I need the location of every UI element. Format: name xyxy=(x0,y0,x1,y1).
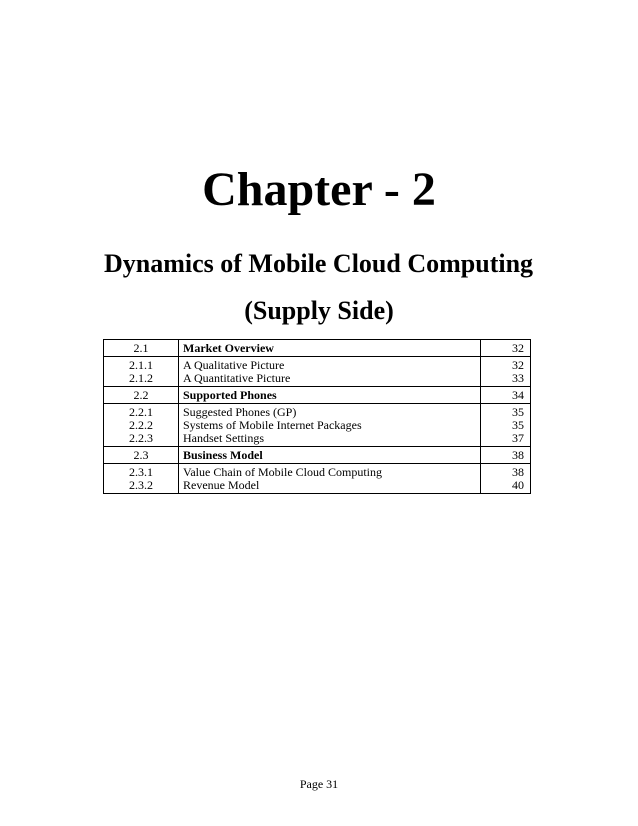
toc-item-title: A Quantitative Picture xyxy=(183,371,291,385)
toc-item-title: Suggested Phones (GP) xyxy=(183,405,297,419)
page-number: Page 31 xyxy=(299,777,339,791)
toc-item-number: 2.1.1 xyxy=(129,358,153,372)
toc-section-title: Supported Phones xyxy=(179,387,481,404)
toc-subsection-pages xyxy=(481,464,531,494)
toc-section-number: 2.1 xyxy=(104,340,179,357)
toc-row-section-heading xyxy=(104,387,531,404)
document-subtitle-supply-side: (Supply Side) xyxy=(244,296,394,325)
toc-subsection-titles xyxy=(179,404,481,447)
toc-item-title: Handset Settings xyxy=(183,431,264,445)
toc-item-page: 35 xyxy=(512,418,524,432)
toc-item-page: 33 xyxy=(512,371,524,385)
toc-item-title: Systems of Mobile Internet Packages xyxy=(183,418,362,432)
toc-subsection-titles xyxy=(179,357,481,387)
toc-subsection-titles xyxy=(179,464,481,494)
toc-row-subsections xyxy=(104,464,531,494)
toc-subsection-numbers xyxy=(104,404,179,447)
toc-section-page: 38 xyxy=(481,447,531,464)
toc-item-number: 2.2.1 xyxy=(129,405,153,419)
toc-section-page: 34 xyxy=(481,387,531,404)
toc-subsection-pages xyxy=(481,404,531,447)
chapter-title: Chapter - 2 xyxy=(202,163,436,216)
toc-item-page: 32 xyxy=(512,358,524,372)
toc-item-number: 2.1.2 xyxy=(129,371,153,385)
toc-item-page: 37 xyxy=(512,431,524,445)
toc-section-title: Market Overview xyxy=(179,340,481,357)
toc-section-page: 32 xyxy=(481,340,531,357)
toc-item-number: 2.2.3 xyxy=(129,431,153,445)
toc-subsection-numbers xyxy=(104,464,179,494)
toc-item-number: 2.3.1 xyxy=(129,465,153,479)
toc-section-title: Business Model xyxy=(179,447,481,464)
toc-item-number: 2.3.2 xyxy=(129,478,153,492)
toc-item-page: 35 xyxy=(512,405,524,419)
toc-section-number: 2.2 xyxy=(104,387,179,404)
document-subtitle: Dynamics of Mobile Cloud Computing xyxy=(104,249,534,278)
toc-item-title: Value Chain of Mobile Cloud Computing xyxy=(183,465,382,479)
toc-row-section-heading xyxy=(104,447,531,464)
toc-item-page: 38 xyxy=(512,465,524,479)
toc-row-subsections xyxy=(104,357,531,387)
toc-subsection-numbers xyxy=(104,357,179,387)
toc-subsection-pages xyxy=(481,357,531,387)
toc-section-number: 2.3 xyxy=(104,447,179,464)
toc-item-title: A Qualitative Picture xyxy=(183,358,285,372)
toc-item-page: 40 xyxy=(512,478,524,492)
toc-item-number: 2.2.2 xyxy=(129,418,153,432)
toc-row-section-heading xyxy=(104,340,531,357)
table-of-contents xyxy=(103,339,531,494)
toc-row-subsections xyxy=(104,404,531,447)
toc-item-title: Revenue Model xyxy=(183,478,260,492)
